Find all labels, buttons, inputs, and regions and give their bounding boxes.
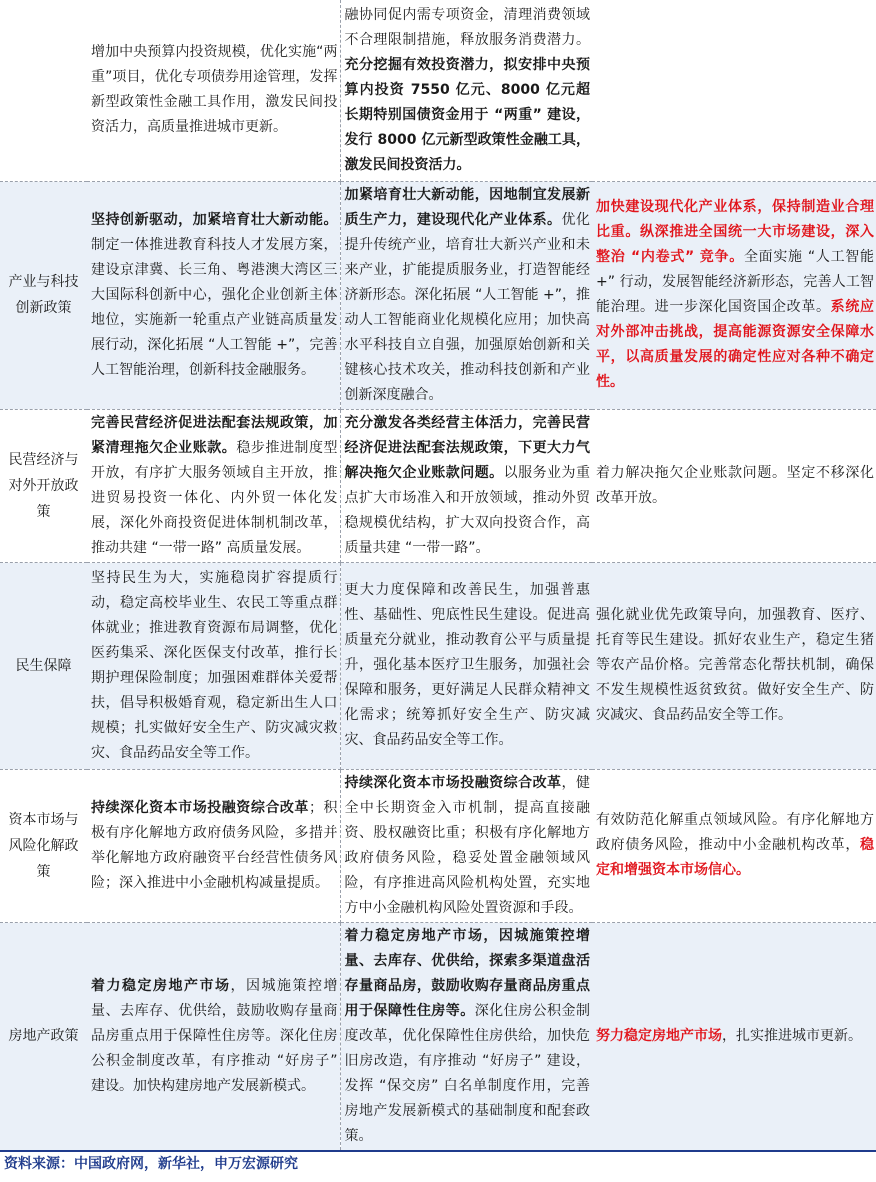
cell-text: 完善民营经济促进法配套法规政策，加紧清理拖欠企业账款。 [91, 414, 338, 456]
cell-text: 深化住房公积金制度改革，优化保障性住房供给，加快危旧房改造，有序推动 “好房子” 建设，发挥 “保交房” 白名单制度作用，完善房地产发展新模式的基础制度和配套政策。 [344, 1002, 590, 1144]
cell-text: 加紧培育壮大新动能，因地制宜发展新质生产力，建设现代化产业体系。 [344, 186, 590, 228]
cell-text: 充分挖掘有效投资潜力，拟安排中央预算内投资 7550 亿元、8000 亿元超长期特别国债资金用于 “两重” 建设，发行 8000 亿元新型政策性金融工具，激发民间投资活力。 [344, 56, 590, 173]
row-label: 民营经济与对外开放政策 [0, 409, 87, 562]
cell-c3 [592, 409, 876, 562]
cell-text: 融协同促内需专项资金，清理消费领域不合理限制措施，释放服务消费潜力。 [344, 6, 590, 48]
cell-text: 稳步推进制度型开放，有序扩大服务领域自主开放，推进贸易投资一体化、内外贸一体化发展，深化外商投资促进体制机制改革，推动共建 “一带一路” 高质量发展。 [91, 439, 338, 556]
cell-text: ；积极有序化解地方政府债务风险，多措并举化解地方政府融资平台经营性债务风险；深入推进中小金融机构减量提质。 [91, 799, 338, 891]
cell-c3 [592, 181, 876, 409]
cell-c3 [592, 0, 876, 181]
cell-text: ，扎实推进城市更新。 [722, 1027, 862, 1044]
cell-text: 充分激发各类经营主体活力，完善民营经济促进法配套法规政策，下更大力气解决拖欠企业账款问题。 [344, 414, 590, 481]
cell-c1 [87, 562, 340, 769]
cell-c1 [87, 409, 340, 562]
source-note: 资料来源：中国政府网，新华社，申万宏源研究 [4, 1156, 298, 1172]
table-row [0, 769, 876, 922]
cell-text: 持续深化资本市场投融资综合改革 [91, 799, 309, 816]
cell-c3 [592, 922, 876, 1151]
cell-text: 制定一体推进教育科技人才发展方案，建设京津冀、长三角、粤港澳大湾区三大国际科创新中心，强化企业创新主体地位，实施新一轮重点产业链高质量发展行动，深化拓展 “人工智能 +”，完善人工智能治理，创新科技金融服务。 [91, 236, 338, 378]
cell-text: 努力稳定房地产市场 [596, 1027, 722, 1044]
table-row [0, 562, 876, 769]
row-label: 产业与科技创新政策 [0, 181, 87, 409]
cell-c3 [592, 562, 876, 769]
cell-text: 全面实施 “人工智能 +” 行动，发展智能经济新形态，完善人工智能治理。进一步深化国资国企改革。 [596, 249, 875, 315]
cell-text: 以服务业为重点扩大市场准入和开放领域，推动外贸稳规模优结构，扩大双向投资合作，高质量共建 “一带一路”。 [344, 464, 590, 556]
row-label: 房地产政策 [0, 922, 87, 1151]
table-row [0, 409, 876, 562]
cell-text: ，健全中长期资金入市机制，提高直接融资、股权融资比重；积极有序化解地方政府债务风险，稳妥处置金融领域风险，有序推进高风险机构处置，充实地方中小金融机构风险处置资源和手段。 [344, 774, 590, 916]
table-row [0, 0, 876, 181]
table-row [0, 181, 876, 409]
cell-text: 加快建设现代化产业体系，保持制造业合理比重。纵深推进全国统一大市场建设，深入整治 “内卷式” 竞争。 [596, 199, 874, 265]
cell-text: 优化提升传统产业，培育壮大新兴产业和未来产业，扩能提质服务业，打造智能经济新形态。深化拓展 “人工智能 +”，推动人工智能商业化规模化应用；加快高水平科技自立自强，加强原始创新和关键核心技术攻关，推动科技创新和产业创新深度融合。 [344, 211, 590, 403]
cell-text: ，因城施策控增量、去库存、优供给，鼓励收购存量商品房重点用于保障性住房等。深化住房公积金制度改革，有序推动 “好房子” 建设。加快构建房地产发展新模式。 [91, 977, 338, 1094]
cell-c1 [87, 181, 340, 409]
cell-text: 着力稳定房地产市场，因城施策控增量、去库存、优供给，探索多渠道盘活存量商品房，鼓励收购存量商品房重点用于保障性住房等。 [344, 927, 590, 1019]
cell-c2 [340, 409, 592, 562]
cell-text: 持续深化资本市场投融资综合改革 [344, 774, 562, 791]
cell-text: 着力稳定房地产市场 [91, 977, 231, 994]
row-label [0, 0, 87, 181]
cell-text: 增加中央预算内投资规模，优化实施“两重”项目，优化专项债券用途管理，发挥新型政策性金融工具作用，激发民间投资活力，高质量推进城市更新。 [91, 44, 338, 136]
cell-text: 着力解决拖欠企业账款问题。坚定不移深化改革开放。 [596, 464, 874, 506]
cell-text: 强化就业优先政策导向，加强教育、医疗、托育等民生建设。抓好农业生产，稳定生猪等农产品价格。完善常态化帮扶机制，确保不发生规模性返贫致贫。做好安全生产、防灾减灾、食品药品安全等工作。 [596, 607, 874, 723]
cell-c2 [340, 0, 592, 181]
cell-c2 [340, 769, 592, 922]
cell-text: 更大力度保障和改善民生，加强普惠性、基础性、兜底性民生建设。促进高质量充分就业，推动教育公平与质量提升，强化基本医疗卫生服务，加强社会保障和服务，更好满足人民群众精神文化需求；统筹抓好安全生产、防灾减灾、食品药品安全等工作。 [344, 582, 590, 748]
cell-text: 坚持创新驱动，加紧培育壮大新动能。 [91, 211, 338, 228]
row-label: 民生保障 [0, 562, 87, 769]
cell-text: 系统应对外部冲击挑战，提高能源资源安全保障水平，以高质量发展的确定性应对各种不确定性。 [596, 299, 875, 390]
row-label: 资本市场与风险化解政策 [0, 769, 87, 922]
cell-text: 稳定和增强资本市场信心。 [596, 837, 874, 878]
cell-text: 有效防范化解重点领域风险。有序化解地方政府债务风险，推动中小金融机构改革， [596, 812, 874, 853]
cell-text: 坚持民生为大，实施稳岗扩容提质行动，稳定高校毕业生、农民工等重点群体就业；推进教育资源布局调整，优化医药集采、深化医保支付改革，推行长期护理保险制度；加强困难群体关爱帮扶，倡导积极婚育观，稳定新出生人口规模；扎实做好安全生产、防灾减灾救灾、食品药品安全等工作。 [91, 569, 338, 761]
cell-c1 [87, 0, 340, 181]
cell-c2 [340, 562, 592, 769]
cell-c2 [340, 922, 592, 1151]
cell-c2 [340, 181, 592, 409]
cell-c1 [87, 769, 340, 922]
cell-c3 [592, 769, 876, 922]
cell-c1 [87, 922, 340, 1151]
table-row [0, 922, 876, 1151]
